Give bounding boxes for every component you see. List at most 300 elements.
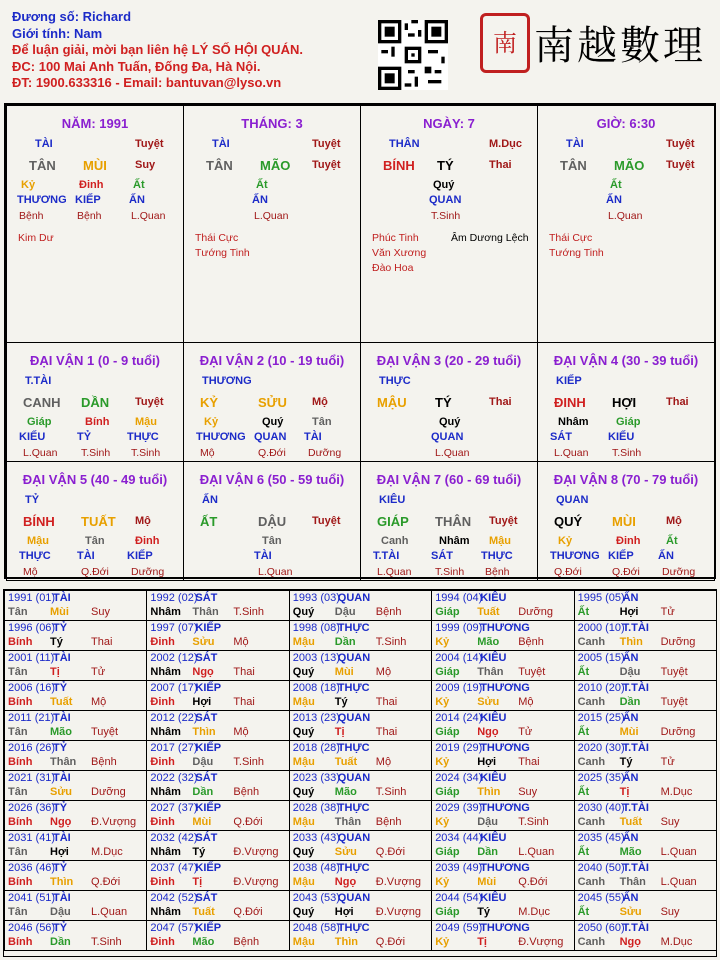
ten-god: THỰC	[337, 742, 370, 754]
status-1: Tuyệt	[312, 138, 341, 150]
year-cell	[574, 740, 717, 771]
year-stem: Giáp	[435, 846, 460, 858]
year-label: 2040 (50)	[577, 862, 625, 874]
year-branch: Hợi	[50, 846, 69, 858]
dai-van-title: ĐẠI VẬN 5 (40 - 49 tuổi)	[22, 472, 168, 487]
year-stem: Giáp	[435, 906, 460, 918]
year-branch: Tị	[619, 786, 630, 798]
year-branch: Tị	[192, 876, 203, 888]
year-stem: Canh	[577, 816, 606, 828]
ten-god: THƯƠNG	[480, 862, 530, 874]
ten-god-label: TỶ	[25, 494, 40, 506]
life-stage: T.Sinh	[612, 447, 642, 459]
year-cell	[146, 860, 289, 891]
hidden-stem: Ất	[666, 535, 678, 547]
ten-god: QUAN	[254, 431, 287, 443]
year-branch: Tị	[334, 726, 345, 738]
life-stage: Đ.Vượng	[518, 936, 564, 948]
year-label: 2022 (32)	[150, 772, 198, 784]
year-stem: Tân	[8, 666, 28, 678]
year-branch: Thân	[192, 606, 219, 618]
year-label: 1998 (08)	[292, 622, 340, 634]
year-branch: Mùi	[619, 726, 639, 738]
year-branch: Thìn	[619, 636, 643, 648]
life-stage: T.Sinh	[131, 447, 161, 459]
ten-god: THƯƠNG	[480, 802, 530, 814]
year-stem: Mậu	[292, 816, 315, 828]
year-cell	[4, 620, 147, 651]
year-branch: Dần	[192, 786, 214, 798]
year-stem: Mậu	[292, 876, 315, 888]
stem-label: TÀI	[35, 138, 53, 150]
ten-god: QUAN	[337, 592, 371, 604]
earthly-branch: MÙI	[83, 158, 107, 173]
year-label: 2025 (35)	[577, 772, 625, 784]
pillar-cell	[6, 105, 184, 343]
year-cell	[146, 740, 289, 771]
ten-god: TÀI	[53, 772, 71, 784]
year-branch: Dậu	[192, 756, 214, 768]
life-stage: Q.Đới	[554, 566, 582, 578]
life-stage: Bệnh	[518, 636, 544, 648]
star-name: Phúc Tinh	[372, 232, 419, 244]
year-label: 2007 (17)	[150, 682, 198, 694]
year-label: 2004 (14)	[435, 652, 483, 664]
year-branch: Dần	[477, 846, 498, 858]
ten-god: ẤN	[129, 194, 145, 206]
life-stage: L.Quan	[131, 210, 166, 222]
ten-god: ẤN	[622, 832, 639, 844]
life-stage: Dưỡng	[660, 636, 696, 648]
ten-god: THỰC	[337, 922, 370, 934]
year-stem: Quý	[292, 606, 315, 618]
ten-god: KIẾP	[195, 682, 222, 694]
life-stage: M.Dục	[518, 906, 550, 918]
year-label: 2021 (31)	[8, 772, 56, 784]
year-cell	[574, 800, 717, 831]
year-stem: Tân	[8, 606, 28, 618]
earthly-branch: TÝ	[435, 395, 452, 410]
life-stage: T.Sinh	[375, 636, 407, 648]
status-2: Tuyệt	[312, 159, 341, 171]
year-cell	[431, 650, 574, 681]
life-stage: L.Quan	[377, 566, 412, 578]
year-label: 2050 (60)	[577, 922, 625, 934]
life-stage: Tử	[660, 756, 675, 768]
ten-god: KIÊU	[480, 592, 507, 604]
year-label: 2009 (19)	[435, 682, 483, 694]
dai-van-cell	[537, 342, 715, 462]
year-branch: Tý	[477, 906, 491, 918]
ten-god: QUAN	[337, 772, 371, 784]
ten-god: TÀI	[304, 431, 322, 443]
year-branch: Tuất	[192, 906, 215, 918]
ten-god: THƯƠNG	[480, 622, 530, 634]
qr-code	[378, 20, 448, 90]
year-stem: Ất	[577, 606, 590, 618]
year-branch: Ngọ	[192, 666, 214, 678]
earthly-branch: MÙI	[612, 514, 636, 529]
year-stem: Canh	[577, 636, 606, 648]
ten-god: KIÊU	[480, 832, 507, 844]
ten-god: ẤN	[622, 892, 639, 904]
year-label: 2034 (44)	[435, 832, 483, 844]
year-stem: Đinh	[150, 696, 175, 708]
ten-god: THỰC	[19, 550, 51, 562]
year-label: 2005 (15)	[577, 652, 625, 664]
year-label: 1997 (07)	[150, 622, 198, 634]
header-info	[12, 9, 303, 92]
year-stem: Kỷ	[435, 816, 450, 828]
ten-god: TỶ	[77, 431, 92, 443]
life-stage: Tuyệt	[489, 515, 518, 527]
ten-god: T.TÀI	[622, 862, 649, 874]
year-label: 2000 (10)	[577, 622, 625, 634]
ten-god: THƯƠNG	[480, 922, 530, 934]
ten-god: KIÊU	[480, 712, 507, 724]
earthly-branch: MÃO	[260, 158, 291, 173]
life-stage: T.Sinh	[435, 566, 465, 578]
year-branch: Tuất	[477, 606, 500, 618]
life-stage: Mộ	[312, 396, 328, 408]
year-branch: Dậu	[334, 606, 356, 618]
ten-god: THỰC	[337, 682, 370, 694]
year-stem: Bính	[8, 636, 33, 648]
life-stage: Q.Đới	[258, 447, 286, 459]
ten-god: T.TÀI	[622, 922, 649, 934]
ten-god: TÀI	[53, 712, 71, 724]
dai-van-cell	[537, 461, 715, 581]
ten-god: THƯƠNG	[480, 742, 530, 754]
ten-god: TÀI	[254, 550, 272, 562]
life-stage: Thai	[375, 696, 398, 708]
year-branch: Tý	[619, 756, 633, 768]
year-cell	[4, 890, 147, 921]
heavenly-stem: TÂN	[560, 158, 587, 173]
life-stage: L.Quan	[258, 566, 293, 578]
year-branch: Mão	[477, 636, 500, 648]
life-stage: Q.Đới	[612, 566, 640, 578]
year-stem: Tân	[8, 846, 28, 858]
year-cell	[146, 650, 289, 681]
ten-god: SÁT	[195, 832, 218, 844]
heavenly-stem: ĐINH	[554, 395, 586, 410]
year-label: 2012 (22)	[150, 712, 198, 724]
life-stage: Suy	[660, 906, 680, 918]
hidden-stem: Tân	[312, 416, 332, 428]
year-branch: Tý	[50, 636, 63, 648]
year-cell	[4, 680, 147, 711]
life-stage: Thai	[666, 396, 689, 408]
life-stage: Tuyệt	[312, 515, 341, 527]
year-label: 2020 (30)	[577, 742, 625, 754]
ten-god: TÀI	[77, 550, 95, 562]
year-cell	[289, 650, 432, 681]
year-branch: Mùi	[477, 876, 497, 888]
earthly-branch: TUẤT	[81, 514, 116, 529]
life-stage: L.Quan	[518, 846, 555, 858]
star-name: Âm Dương Lệch	[451, 232, 529, 244]
year-branch: Sửu	[619, 906, 642, 918]
year-stem: Canh	[577, 696, 606, 708]
year-cell	[4, 770, 147, 801]
year-cell	[4, 830, 147, 861]
dai-van-cell	[6, 342, 184, 462]
year-stem: Ất	[577, 906, 590, 918]
ten-god: TỶ	[53, 862, 68, 874]
year-cell	[4, 650, 147, 681]
life-stage: T.Sinh	[233, 756, 264, 768]
ten-god: THỰC	[337, 622, 370, 634]
ten-god-label: KIẾP	[556, 375, 582, 387]
year-cell	[574, 680, 717, 711]
life-stage: Mộ	[233, 726, 249, 738]
life-stage: L.Quan	[254, 210, 289, 222]
hidden-stem: Ất	[610, 179, 622, 191]
ten-god: ẤN	[622, 592, 639, 604]
life-stage: Mộ	[23, 566, 38, 578]
dai-van-cell	[360, 342, 538, 462]
year-stem: Ất	[577, 786, 590, 798]
heavenly-stem: TÂN	[206, 158, 233, 173]
year-stem: Quý	[292, 666, 315, 678]
ten-god: QUAN	[431, 431, 464, 443]
year-label: 2039 (49)	[435, 862, 483, 874]
hidden-stem: Kỷ	[21, 179, 36, 191]
year-stem: Bính	[8, 876, 33, 888]
year-cell	[431, 860, 574, 891]
year-label: 2044 (54)	[435, 892, 483, 904]
year-cell	[146, 710, 289, 741]
life-stage: M.Dục	[91, 846, 123, 858]
life-stage: Mộ	[375, 756, 392, 768]
dai-van-title: ĐẠI VẬN 6 (50 - 59 tuổi)	[199, 472, 345, 487]
year-stem: Kỷ	[435, 636, 450, 648]
year-branch: Sửu	[477, 696, 500, 708]
ten-god: TỶ	[53, 682, 68, 694]
life-stage: Bệnh	[485, 566, 510, 578]
year-branch: Ngọ	[477, 726, 499, 738]
life-stage: L.Quan	[660, 846, 697, 858]
year-label: 2035 (45)	[577, 832, 625, 844]
year-cell	[431, 680, 574, 711]
year-cell	[431, 890, 574, 921]
ten-god: SÁT	[195, 592, 218, 604]
hidden-stem: Mậu	[27, 535, 49, 547]
hidden-stem: Bính	[85, 416, 110, 428]
year-branch: Ngọ	[50, 816, 72, 828]
star-name: Kim Dư	[18, 232, 54, 244]
year-label: 1999 (09)	[435, 622, 483, 634]
year-cell	[4, 800, 147, 831]
ten-god: T.TÀI	[622, 742, 649, 754]
year-stem: Kỷ	[435, 936, 450, 948]
year-branch: Thìn	[50, 876, 74, 888]
life-stage: T.Sinh	[91, 936, 122, 948]
year-label: 2048 (58)	[292, 922, 340, 934]
hidden-stem: Giáp	[616, 416, 641, 428]
star-name: Đào Hoa	[372, 262, 414, 274]
ten-god: T.TÀI	[373, 550, 400, 562]
year-branch: Tuất	[334, 756, 358, 768]
year-cell	[146, 920, 289, 951]
pillar-cell	[360, 105, 538, 343]
year-cell	[146, 620, 289, 651]
year-cell	[289, 710, 432, 741]
year-stem: Đinh	[150, 876, 175, 888]
year-branch: Dần	[619, 696, 641, 708]
life-stage: Mộ	[200, 447, 215, 459]
year-branch: Sửu	[50, 786, 73, 798]
heavenly-stem: TÂN	[29, 158, 56, 173]
year-branch: Thìn	[477, 786, 501, 798]
life-stage: Thai	[233, 666, 255, 678]
life-stage: Dưỡng	[662, 566, 696, 578]
year-label: 2037 (47)	[150, 862, 198, 874]
year-branch: Tuất	[50, 696, 73, 708]
ten-god: KIẾU	[19, 431, 46, 443]
year-cell	[289, 860, 432, 891]
ten-god: ẤN	[252, 194, 268, 206]
year-cell	[574, 830, 717, 861]
ten-god: SÁT	[195, 652, 218, 664]
ten-god: ẤN	[622, 652, 639, 664]
year-branch: Tị	[50, 666, 60, 678]
life-stage: Tử	[518, 726, 533, 738]
header-line: ĐT: 1900.633316 - Email: bantuvan@lyso.vn	[12, 75, 282, 90]
year-label: 2042 (52)	[150, 892, 198, 904]
year-label: 2038 (48)	[292, 862, 340, 874]
year-branch: Dậu	[50, 906, 71, 918]
year-cell	[431, 590, 574, 621]
ten-god: ẤN	[622, 772, 639, 784]
year-stem: Canh	[577, 756, 606, 768]
ten-god: SÁT	[195, 892, 218, 904]
year-branch: Dần	[334, 636, 356, 648]
life-stage: Thai	[233, 696, 255, 708]
year-branch: Mão	[50, 726, 72, 738]
dai-van-title: ĐẠI VẬN 3 (20 - 29 tuổi)	[376, 353, 522, 368]
life-stage: Dưỡng	[308, 447, 342, 459]
year-label: 2046 (56)	[8, 922, 56, 934]
ten-god: THƯƠNG	[550, 550, 600, 562]
ten-god-label: THỰC	[379, 375, 411, 387]
year-cell	[4, 740, 147, 771]
life-stage: L.Quan	[608, 210, 643, 222]
year-label: 2027 (37)	[150, 802, 198, 814]
year-stem: Mậu	[292, 936, 315, 948]
year-cell	[146, 800, 289, 831]
hidden-stem: Mậu	[489, 535, 511, 547]
year-label: 2013 (23)	[292, 712, 340, 724]
year-cell	[574, 590, 717, 621]
year-cell	[574, 920, 717, 951]
year-branch: Hợi	[619, 606, 639, 618]
year-stem: Bính	[8, 696, 33, 708]
status-1: M.Dục	[489, 138, 522, 150]
pillar-title: THÁNG: 3	[241, 116, 303, 131]
ten-god: TÀI	[53, 832, 71, 844]
life-stage: Tử	[91, 666, 106, 678]
ten-god: THƯƠNG	[17, 194, 67, 206]
year-branch: Thân	[477, 666, 504, 678]
ten-god: KIÊU	[480, 652, 507, 664]
year-cell	[289, 830, 432, 861]
dai-van-title: ĐẠI VẬN 4 (30 - 39 tuổi)	[553, 353, 699, 368]
life-stage: Q.Đới	[91, 876, 121, 888]
life-stage: Bệnh	[375, 816, 402, 828]
year-branch: Hợi	[477, 756, 497, 768]
ten-god: KIẾP	[75, 194, 101, 206]
life-stage: Đ.Vượng	[91, 816, 137, 828]
year-label: 2015 (25)	[577, 712, 625, 724]
year-stem: Tân	[8, 906, 28, 918]
ten-god-label: ẤN	[202, 494, 218, 506]
dai-van-cell	[360, 461, 538, 581]
life-stage: Q.Đới	[375, 936, 406, 948]
ten-god: TÀI	[53, 592, 71, 604]
year-stem: Quý	[292, 726, 315, 738]
year-branch: Sửu	[192, 636, 215, 648]
ten-god: KIẾP	[195, 922, 222, 934]
hidden-stem: Ất	[133, 179, 145, 191]
life-stage: Mộ	[135, 515, 151, 527]
hidden-stem: Mậu	[135, 416, 157, 428]
year-stem: Bính	[8, 756, 33, 768]
year-cell	[289, 770, 432, 801]
life-stage: T.Sinh	[431, 210, 461, 222]
year-branch: Mùi	[334, 666, 354, 678]
ten-god: SÁT	[195, 772, 218, 784]
year-label: 2024 (34)	[435, 772, 483, 784]
hidden-stem: Kỷ	[204, 416, 219, 428]
year-stem: Canh	[577, 876, 606, 888]
year-label: 2017 (27)	[150, 742, 198, 754]
year-stem: Quý	[292, 906, 315, 918]
hidden-stem: Ất	[256, 179, 268, 191]
ten-god: SÁT	[195, 712, 218, 724]
year-stem: Quý	[292, 846, 315, 858]
earthly-branch: THÂN	[435, 514, 472, 529]
year-branch: Tuất	[619, 816, 642, 828]
year-cell	[289, 740, 432, 771]
earthly-branch: DẬU	[258, 514, 287, 529]
year-cell	[289, 800, 432, 831]
hidden-stem: Tân	[85, 535, 105, 547]
year-stem: Giáp	[435, 726, 460, 738]
life-stage: Đ.Vượng	[375, 876, 421, 888]
ten-god: QUAN	[337, 712, 371, 724]
header-line: Để luận giải, mời bạn liên hệ LÝ SỐ HỘI QUÁN.	[12, 42, 303, 57]
year-label: 2030 (40)	[577, 802, 625, 814]
year-branch: Ngọ	[334, 876, 357, 888]
year-label: 2018 (28)	[292, 742, 340, 754]
year-label: 2011 (21)	[8, 712, 55, 724]
year-cell	[431, 800, 574, 831]
life-stage: Suy	[91, 606, 110, 618]
heavenly-stem: KỶ	[200, 395, 219, 410]
year-cell	[4, 590, 147, 621]
life-stage: Thai	[518, 756, 540, 768]
heavenly-stem: GIÁP	[377, 514, 409, 529]
year-label: 1995 (05)	[577, 592, 625, 604]
year-stem: Mậu	[292, 756, 315, 768]
stem-label: TÀI	[566, 138, 584, 150]
year-cell	[146, 590, 289, 621]
stem-label: THÂN	[389, 138, 420, 150]
year-stem: Nhâm	[150, 846, 181, 858]
year-stem: Nhâm	[150, 786, 181, 798]
